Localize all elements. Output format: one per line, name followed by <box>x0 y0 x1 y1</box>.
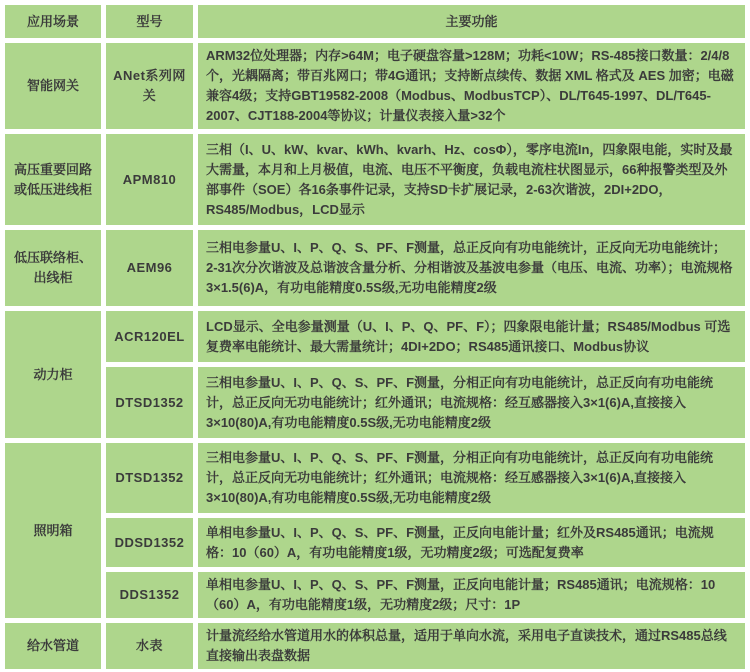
scene-cell-lighting-box: 照明箱 <box>5 443 101 618</box>
table-row <box>5 311 745 362</box>
scene-cell-hv-circuit: 高压重要回路或低压进线柜 <box>5 134 101 225</box>
scene-cell-water-pipe: 给水管道 <box>5 623 101 669</box>
model-cell-aem96: AEM96 <box>106 230 193 306</box>
table-row <box>5 134 745 225</box>
functions-cell-ddsd1352: 单相电参量U、I、P、Q、S、PF、F测量，正反向电能计量；红外及RS485通讯；电流规格：10（60）A，有功电能精度1级，无功精度2级；可选配复费率 <box>198 518 745 567</box>
functions-cell-dtsd1352-lighting: 三相电参量U、I、P、Q、S、PF、F测量，分相正向有功电能统计，总正反向有功电能统计，总正反向无功电能统计；红外通讯；电流规格：经互感器接入3×1(6)A,直接接入3×10(80)A,有功电能精度0.5S级,无功电能精度2级 <box>198 443 745 513</box>
model-cell-dtsd1352-power: DTSD1352 <box>106 367 193 438</box>
functions-cell-dtsd1352-power: 三相电参量U、I、P、Q、S、PF、F测量，分相正向有功电能统计，总正反向有功电能统计，总正反向无功电能统计；红外通讯；电流规格：经互感器接入3×1(6)A,直接接入3×10(80)A,有功电能精度0.5S级,无功电能精度2级 <box>198 367 745 438</box>
table-row <box>5 518 745 567</box>
model-cell-acr120el: ACR120EL <box>106 311 193 362</box>
model-cell-ddsd1352: DDSD1352 <box>106 518 193 567</box>
table-row <box>5 43 745 129</box>
header-model: 型号 <box>106 5 193 38</box>
header-main-functions: 主要功能 <box>198 5 745 38</box>
table-header-row <box>5 5 745 38</box>
scene-cell-lv-tie-cabinet: 低压联络柜、出线柜 <box>5 230 101 306</box>
table-row <box>5 623 745 669</box>
functions-cell-acr120el: LCD显示、全电参量测量（U、I、P、Q、PF、F）；四象限电能计量；RS485/Modbus 可选复费率电能统计、最大需量统计；4DI+2DO；RS485通讯接口、Modbus协议 <box>198 311 745 362</box>
table-row <box>5 572 745 618</box>
model-cell-dds1352: DDS1352 <box>106 572 193 618</box>
functions-cell-apm810: 三相（I、U、kW、kvar、kWh、kvarh、Hz、cosΦ），零序电流In，四象限电能，实时及最大需量，本月和上月极值，电流、电压不平衡度，负载电流柱状图显示，66种报警类型及外部事件（SOE）各16条事件记录，支持SD卡扩展记录，2-63次谐波，2DI+2DO，RS485/Modbus，LCD显示 <box>198 134 745 225</box>
table-row <box>5 367 745 438</box>
table-row <box>5 230 745 306</box>
model-cell-dtsd1352-lighting: DTSD1352 <box>106 443 193 513</box>
functions-cell-anet-series: ARM32位处理器；内存>64M；电子硬盘容量>128M；功耗<10W；RS-485接口数量：2/4/8个，光耦隔离；带百兆网口；带4G通讯；支持断点续传、数据 XML 格式及 AES 加密；电磁兼容4级；支持GBT19582-2008（Modbus、ModbusTCP）、DL/T645-1997、DL/T645-2007、CJT188-2004等协议；计量仪表接入量>32个 <box>198 43 745 129</box>
header-application-scenario: 应用场景 <box>5 5 101 38</box>
functions-cell-water-meter: 计量流经给水管道用水的体积总量，适用于单向水流，采用电子直读技术，通过RS485总线直接输出表盘数据 <box>198 623 745 669</box>
table-row <box>5 443 745 513</box>
functions-cell-aem96: 三相电参量U、I、P、Q、S、PF、F测量，总正反向有功电能统计，正反向无功电能统计；2-31次分次谐波及总谐波含量分析、分相谐波及基波电参量（电压、电流、功率）；电流规格3×1.5(6)A，有功电能精度0.5S级,无功电能精度2级 <box>198 230 745 306</box>
model-cell-water-meter: 水表 <box>106 623 193 669</box>
scene-cell-smart-gateway: 智能网关 <box>5 43 101 129</box>
model-cell-apm810: APM810 <box>106 134 193 225</box>
scene-cell-power-cabinet: 动力柜 <box>5 311 101 438</box>
functions-cell-dds1352: 单相电参量U、I、P、Q、S、PF、F测量，正反向电能计量；RS485通讯；电流规格：10（60）A，有功电能精度1级，无功精度2级；尺寸：1P <box>198 572 745 618</box>
model-cell-anet-series: ANet系列网关 <box>106 43 193 129</box>
